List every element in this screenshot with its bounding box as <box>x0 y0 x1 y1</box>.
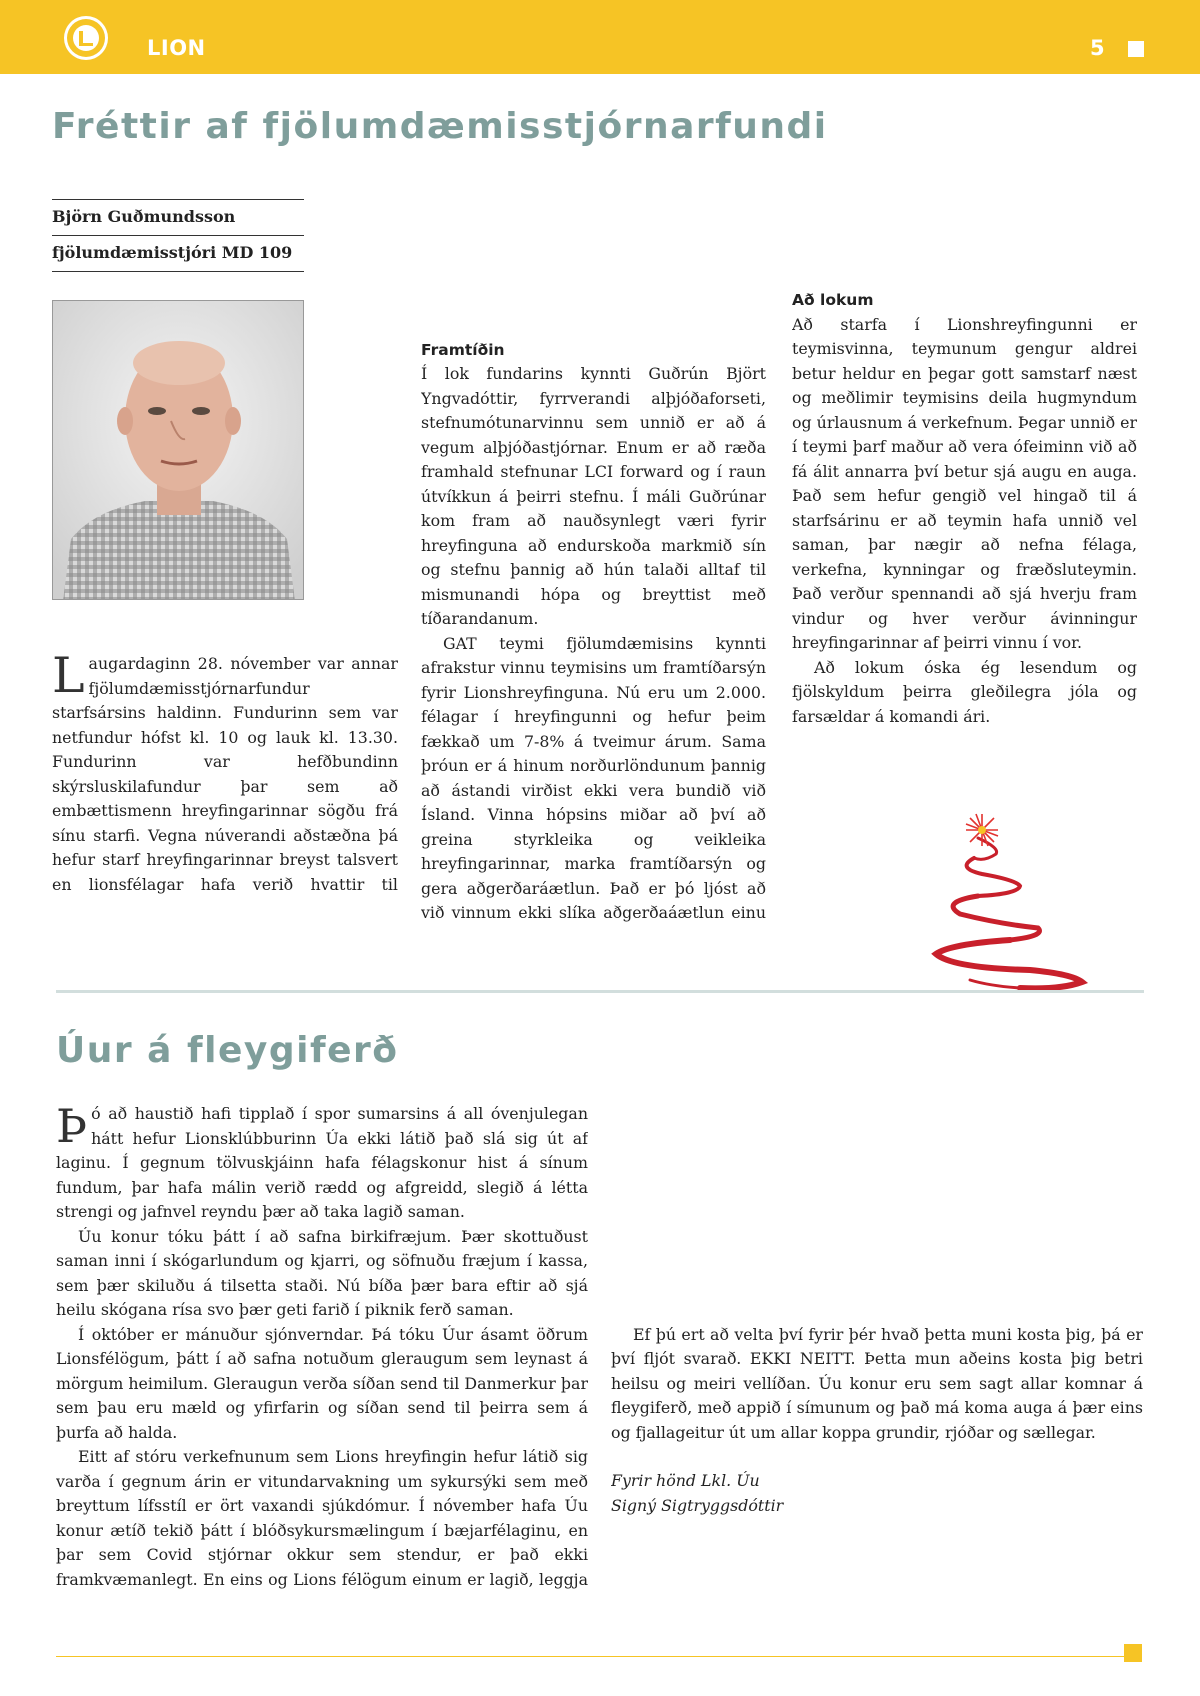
intro-paragraph: augardaginn 28. nóvember var annar fjölumdæmisstjórnarfundur starfsársins haldinn. Fundurinn sem var netfundur hófst kl. 10 og lauk kl. 13.30. Fundurinn var hefðbundinn skýrsluskilafundur þar sem að embættismenn hreyfingarinnar sögðu frá sínu starfi. Vegna núverandi aðstæðna þá hefur starf hreyfingarinnar breyst talsvert en lionsfélagar hafa verið hvattir til <box>52 654 398 894</box>
footer-line <box>56 1656 1124 1657</box>
christmas-tree-icon <box>900 810 1090 1000</box>
footer-square-icon <box>1124 1644 1142 1662</box>
dropcap: L <box>52 652 85 704</box>
subhead-ad-lokum: Að lokum <box>792 291 874 309</box>
paragraph-gat: GAT teymi fjölumdæmisins kynnti afrakstur vinnu teymisins um framtíðarsýn fyrir Lionshreyfinguna. Nú eru um 2.000. félagar í hreyfingunni og hefur þeim fækkað um 7-8% á tveimur árum. Sama þróun er á hinum norðurlöndunum þannig að ástandi virðist ekki vera bundið við Ísland. Vinna hópsins miðar að því að greina styrkleika og veikleika hreyfingarinnar, marka framtíðarsýn og gera aðgerðaráætlun. Það er þó ljóst að við vinnum ekki slíka aðgerðaáætlun einu <box>421 633 766 922</box>
article2-flow-1 <box>56 1102 588 1592</box>
header-square-icon <box>1128 41 1144 57</box>
paragraph-closing: Að lokum óska ég lesendum og fjölskyldum þeirra gleðilegra jóla og farsældar á komandi ári. <box>792 657 1137 726</box>
signature-line-1: Fyrir hönd Lkl. Úu <box>611 1471 760 1490</box>
paragraph-teymisvinna: Að starfa í Lionshreyfingunni er teymisvinna, teymunum gengur aldrei betur heldur en þegar gott samstarf næst og meðlimir teymisins deila hugmyndum og úrlausnum á verkefnum. Þegar unnið er í teymi þarf maður að vera ófeiminn við að fá álit annarra því betur sjá augu en auga. Það sem hefur gengið vel hingað til á starfsárinu er að teymin hafa unnið vel saman, þar nægir að nefna félaga, verkefna, kynningar og fræðsluteymin. Það verður spennandi að sjá hverju fram vindur og hver verður ávinningur hreyfingarinnar af þeirri vinnu í vor. <box>792 314 1137 652</box>
article2-paragraph-1: ó að haustið hafi tipplað í spor sumarsins á all óvenjulegan hátt hefur Lionsklúbburinn Úa ekki látið það slá sig út af laginu. Í gegnum tölvuskjáinn hafa félagskonur hist á sínum fundum, þar hafa málin verið rædd og afgreidd, slegið á létta strengi og jafnvel reyndu þær að taka lagið saman. <box>56 1104 588 1221</box>
article1-flow-2 <box>421 191 766 926</box>
author-name: Björn Guðmundsson <box>52 207 236 226</box>
paragraph-framtidin: Í lok fundarins kynnti Guðrún Björt Yngvadóttir, fyrrverandi alþjóðaforseti, stefnumótunarvinnu sem unnið er að á vegum alþjóðastjórnar. Enum er að ræða framhald stefnunar LCI forward og í raun útvíkkun á þeirri stefnu. Í máli Guðrúnar kom fram að nauðsynlegt væri fyrir hreyfinguna að endurskoða markmið sín og stefnu þannig að hún talaði alltaf til mismunandi hópa og breyttist með tíðarandanum. <box>421 364 766 628</box>
article2-paragraph-5: Ef þú ert að velta því fyrir þér hvað þetta muni kosta þig, þá er því fljót svarað. EKKI NEITT. Þetta mun aðeins kosta þig betri heilsu og meiri vellíðan. Úu konur eru sem sagt allar komnar á fleygiferð, með appið í símunum og það má koma auga á þær eins og fjallageitur út um allar koppa grundir, rjóðar og sællegar. <box>611 1324 1143 1442</box>
author-role: fjölumdæmisstjóri MD 109 <box>52 243 293 262</box>
article2-paragraph-3: Í október er mánuður sjónverndar. Þá tóku Úur ásamt öðrum Lionsfélögum, þátt í að safna notuðum gleraugum sem leynast á mörgum heimilum. Gleraugun verða síðan send til Danmerkur þar sem þau eru mæld og yfirfarin og síðan send til þeirra sem á þurfa að halda. <box>56 1324 588 1442</box>
article1-column-1 <box>52 652 398 897</box>
header-brand: LION <box>147 36 206 60</box>
article2-dropcap: Þ <box>56 1102 88 1153</box>
article2-paragraph-4: Eitt af stóru verkefnunum sem Lions hreyfingin hefur látið sig varða í gegnum árin er vitundarvakning um sykursýki sem með breyttum lífsstíl er ört vaxandi sjúkdómur. Í nóvember hafa Úu konur ætíð tekið þátt í blóðsykursmælingum í bæjarfélaginu, en þar sem Covid stjórnar okkur sem stendur, er það ekki framkvæmanlegt. En eins og Lions félögum einum er lagið, leggja <box>56 1447 588 1589</box>
byline <box>52 199 304 272</box>
lions-logo-icon <box>62 14 110 62</box>
signature-line-2: Signý Sigtryggsdóttir <box>611 1495 784 1515</box>
section-divider <box>56 990 1144 993</box>
header-bar <box>0 0 1200 74</box>
article2-title: Úur á fleygiferð <box>56 1030 399 1071</box>
subhead-framtidin: Framtíðin <box>421 340 505 359</box>
author-photo <box>52 300 304 600</box>
article2-flow-2 <box>611 1102 1143 1522</box>
article2-paragraph-2: Úu konur tóku þátt í að safna birkifræjum. Þær skottuðust saman inni í skógarlundum og kjarri, og söfnuðu fræjum í kassa, sem þær skiluðu á tilsetta staði. Nú bíða þær bara eftir að sjá heilu skógana rísa svo þær geti farið í piknik ferð saman. <box>56 1226 588 1319</box>
portrait-image <box>53 301 304 600</box>
page-number: 5 <box>1090 36 1105 60</box>
article-title: Fréttir af fjölumdæmisstjórnarfundi <box>52 106 828 147</box>
article1-flow-3 <box>792 191 1137 791</box>
